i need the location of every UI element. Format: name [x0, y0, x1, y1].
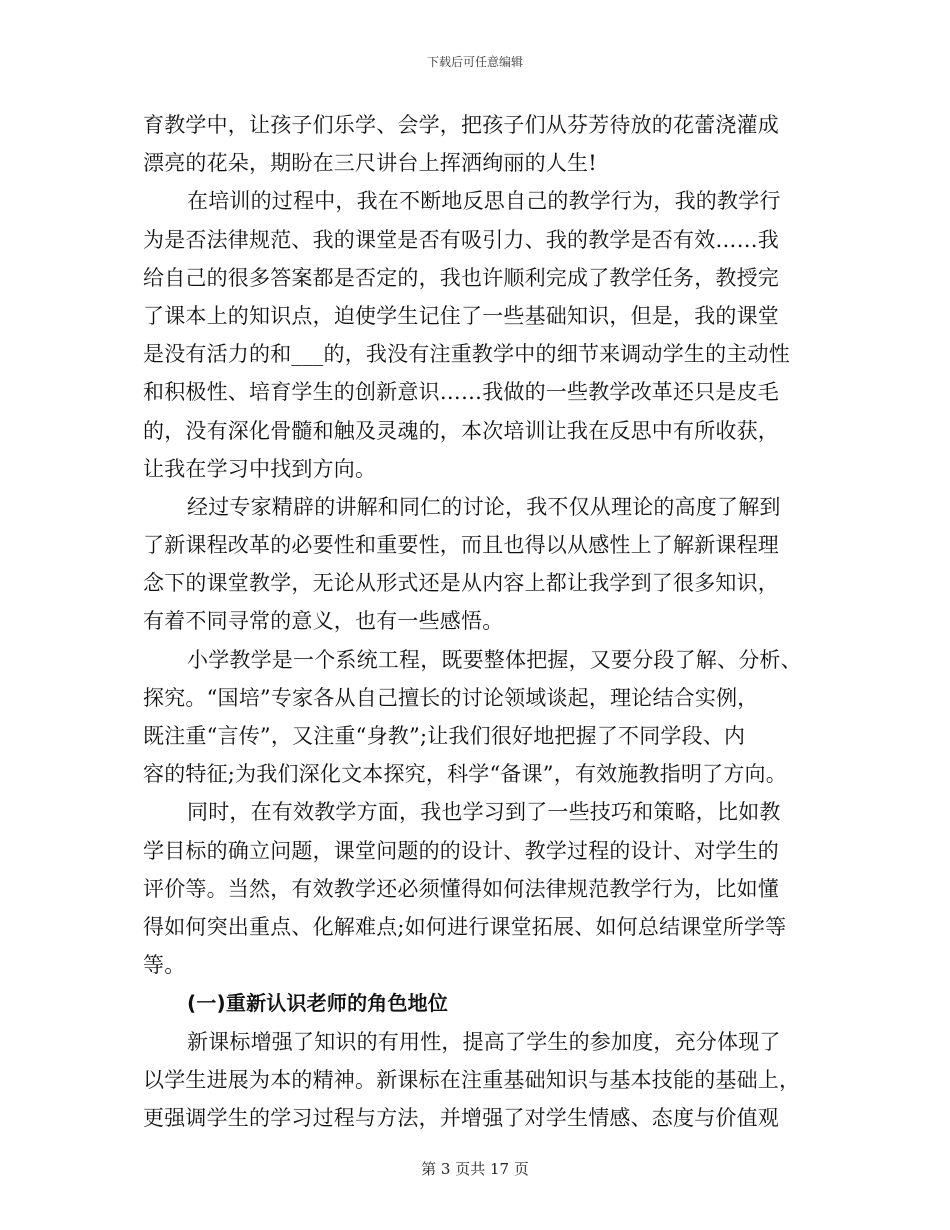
text-line: 探究。“国培”专家各从自己擅长的讨论领域谈起，理论结合实例，	[143, 685, 759, 710]
text-line: 给自己的很多答案都是否定的，我也许顺利完成了教学任务，教授完	[143, 265, 779, 290]
text-line: 等。	[143, 953, 186, 978]
text-line: 评价等。当然，有效教学还必须懂得如何法律规范教学行为，比如懂	[143, 876, 779, 901]
text-line: 育教学中，让孩子们乐学、会学，把孩子们从芬芳待放的花蕾浇灌成	[143, 113, 779, 137]
text-line: 既注重“言传”，又注重“身教”;让我们很好地把握了不同学段、内	[143, 724, 746, 748]
text-line: 为是否法律规范、我的课堂是否有吸引力、我的教学是否有效……我	[143, 227, 779, 252]
text-line: 的，没有深化骨髓和触及灵魂的，本次培训让我在反思中有所收获，	[143, 418, 779, 443]
text-line: 有着不同寻常的意义，也有一些感悟。	[143, 609, 504, 634]
text-line: 学目标的确立问题，课堂问题的的设计、教学过程的设计、对学生的	[143, 838, 779, 863]
text-line: 容的特征;为我们深化文本探究，科学“备课”，有效施教指明了方向。	[143, 762, 787, 787]
text-line: 小学教学是一个系统工程，既要整体把握，又要分段了解、分析、	[187, 647, 802, 672]
text-line: 是没有活力的和___的，我没有注重教学中的细节来调动学生的主动性	[143, 342, 790, 367]
text-line: 让我在学习中找到方向。	[143, 456, 377, 481]
document-body	[143, 106, 823, 1137]
text-line: 更强调学生的学习过程与方法，并增强了对学生情感、态度与价值观	[143, 1105, 779, 1130]
text-line: 经过专家精辟的讲解和同仁的讨论，我不仅从理论的高度了解到	[187, 494, 781, 519]
page-header: 下载后可任意编辑	[426, 55, 523, 69]
text-line: 漂亮的花朵，期盼在三尺讲台上挥洒绚丽的人生!	[143, 151, 597, 176]
text-line: 同时，在有效教学方面，我也学习到了一些技巧和策略，比如教	[187, 800, 781, 825]
section-heading: (一)重新认识老师的角色地位	[187, 991, 449, 1016]
page-footer: 第 3 页共 17 页	[421, 1160, 529, 1178]
text-line: 得如何突出重点、化解难点;如何进行课堂拓展、如何总结课堂所学等	[143, 914, 787, 939]
text-line: 在培训的过程中，我在不断地反思自己的教学行为，我的教学行	[187, 189, 781, 214]
text-line: 以学生进展为本的精神。新课标在注重基础知识与基本技能的基础上，	[143, 1067, 801, 1092]
text-line: 新课标增强了知识的有用性，提高了学生的参加度，充分体现了	[187, 1029, 781, 1054]
text-line: 念下的课堂教学，无论从形式还是从内容上都让我学到了很多知识，	[143, 571, 779, 596]
text-line: 和积极性、培育学生的创新意识……我做的一些教学改革还只是皮毛	[143, 380, 779, 405]
text-line: 了新课程改革的必要性和重要性，而且也得以从感性上了解新课程理	[143, 533, 779, 558]
text-line: 了课本上的知识点，迫使学生记住了一些基础知识，但是，我的课堂	[143, 303, 779, 328]
